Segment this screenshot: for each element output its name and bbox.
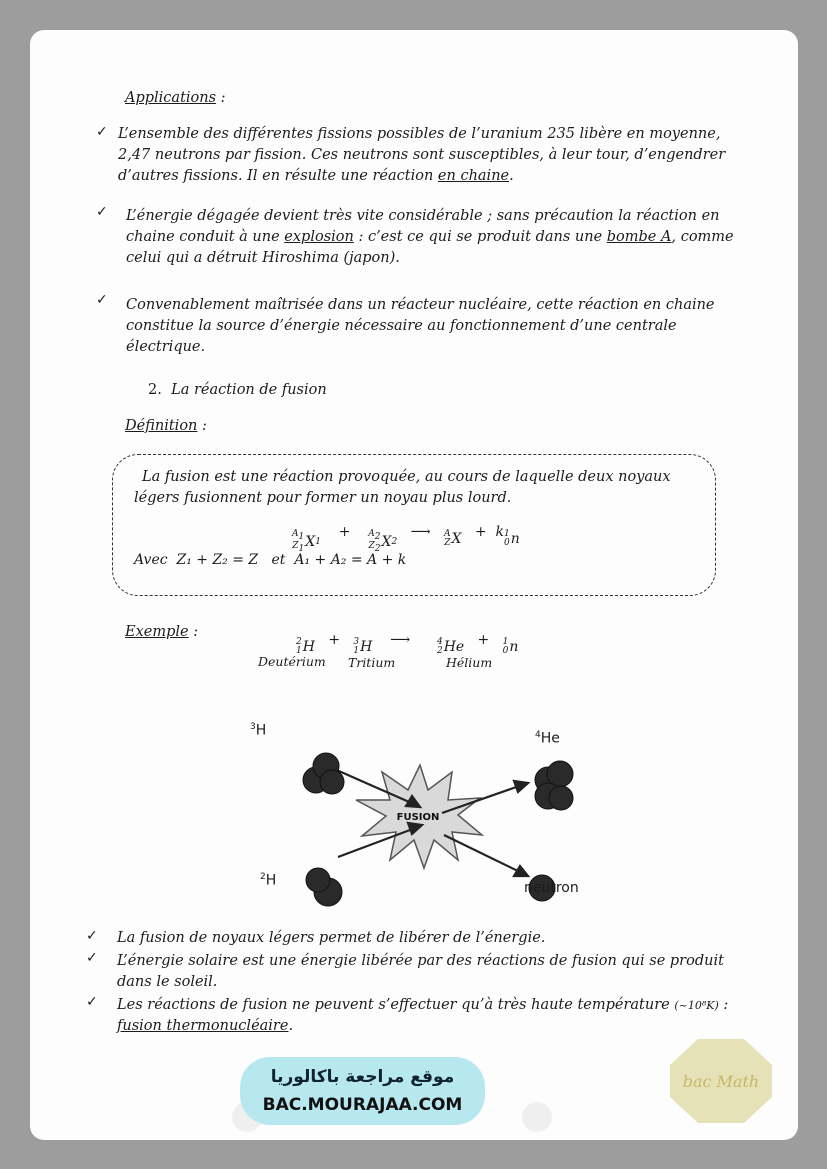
deuterium-label: Deutérium	[258, 654, 326, 669]
helium-nucleus	[535, 761, 573, 810]
definition-text-2: légers fusionnent pour former un noyau plus lourd.	[134, 490, 512, 506]
application-bullet-1: L’ensemble des différentes fissions possibles de l’uranium 235 libère en moyenne, 2,47 neutrons par fission. Ces neutrons sont susceptibles, à leur tour, d’engendrer d’autres fissions. Il en résulte une réaction en chaine.	[118, 126, 726, 184]
footer-logo-right-icon	[522, 1102, 552, 1132]
footer-url[interactable]: BAC.MOURAJAA.COM	[262, 1095, 463, 1115]
fusion-label: FUSION	[396, 812, 440, 823]
document-page	[30, 30, 798, 1140]
definition-conditions: Avec Z₁ + Z₂ = Z et A₁ + A₂ = A + k	[134, 552, 407, 568]
deuterium-diagram-label: $^2$H	[260, 872, 277, 889]
application-bullet-3: Convenablement maîtrisée dans un réacteur nucléaire, cette réaction en chaine constitue la source d’énergie nécessaire au fonctionnement d’une centrale électrique.	[126, 297, 715, 355]
tritium-label: Tritium	[348, 655, 396, 670]
checkmark-icon: ✓	[96, 292, 108, 308]
conclusion-1: La fusion de noyaux légers permet de libérer de l’énergie.	[117, 930, 546, 946]
checkmark-icon: ✓	[86, 950, 98, 966]
neutron-diagram-label: neutron	[524, 880, 579, 896]
tritium-diagram-label: $^3$H	[250, 722, 267, 739]
definition-heading: Définition :	[125, 418, 207, 434]
section-2-title: 2. La réaction de fusion	[148, 382, 327, 398]
helium-label: Hélium	[446, 655, 493, 670]
bac-math-logo	[668, 1037, 774, 1125]
checkmark-icon: ✓	[96, 124, 108, 140]
example-equation: 2 1 H + 3 1 H ⟶ 4 2 He + 1 0 n	[296, 632, 519, 656]
footer-badge[interactable]	[240, 1057, 485, 1125]
checkmark-icon: ✓	[86, 994, 98, 1010]
checkmark-icon: ✓	[86, 928, 98, 944]
footer-arabic-title: موقع مراجعة باكالوريا	[270, 1067, 455, 1087]
helium-diagram-label: $^4$He	[535, 730, 560, 747]
definition-text: La fusion est une réaction provoquée, au cours de laquelle deux noyaux	[142, 469, 671, 485]
conclusion-3: Les réactions de fusion ne peuvent s’effectuer qu’à très haute température (~10⁸K) : fusion thermonucléaire.	[117, 997, 729, 1034]
deuterium-nucleus	[306, 868, 342, 906]
fusion-equation: $A_1$ $Z_1$ X 1 + $A_2$ $Z_2$ X 2 ⟶ A Z X + k 1 0 n	[292, 524, 520, 554]
conclusion-2: L’énergie solaire est une énergie libérée par des réactions de fusion qui se produit dans le soleil.	[117, 953, 724, 990]
application-bullet-2: L’énergie dégagée devient très vite considérable ; sans précaution la réaction en chaine conduit à une explosion : c’est ce qui se produit dans une bombe A, comme celui qui a détruit Hiroshima (japon).	[126, 208, 734, 266]
svg-text:bac Math: bac Math	[682, 1072, 760, 1091]
tritium-nucleus	[303, 753, 344, 794]
checkmark-icon: ✓	[96, 204, 108, 220]
applications-heading: Applications :	[125, 90, 226, 106]
example-heading: Exemple :	[125, 624, 199, 640]
